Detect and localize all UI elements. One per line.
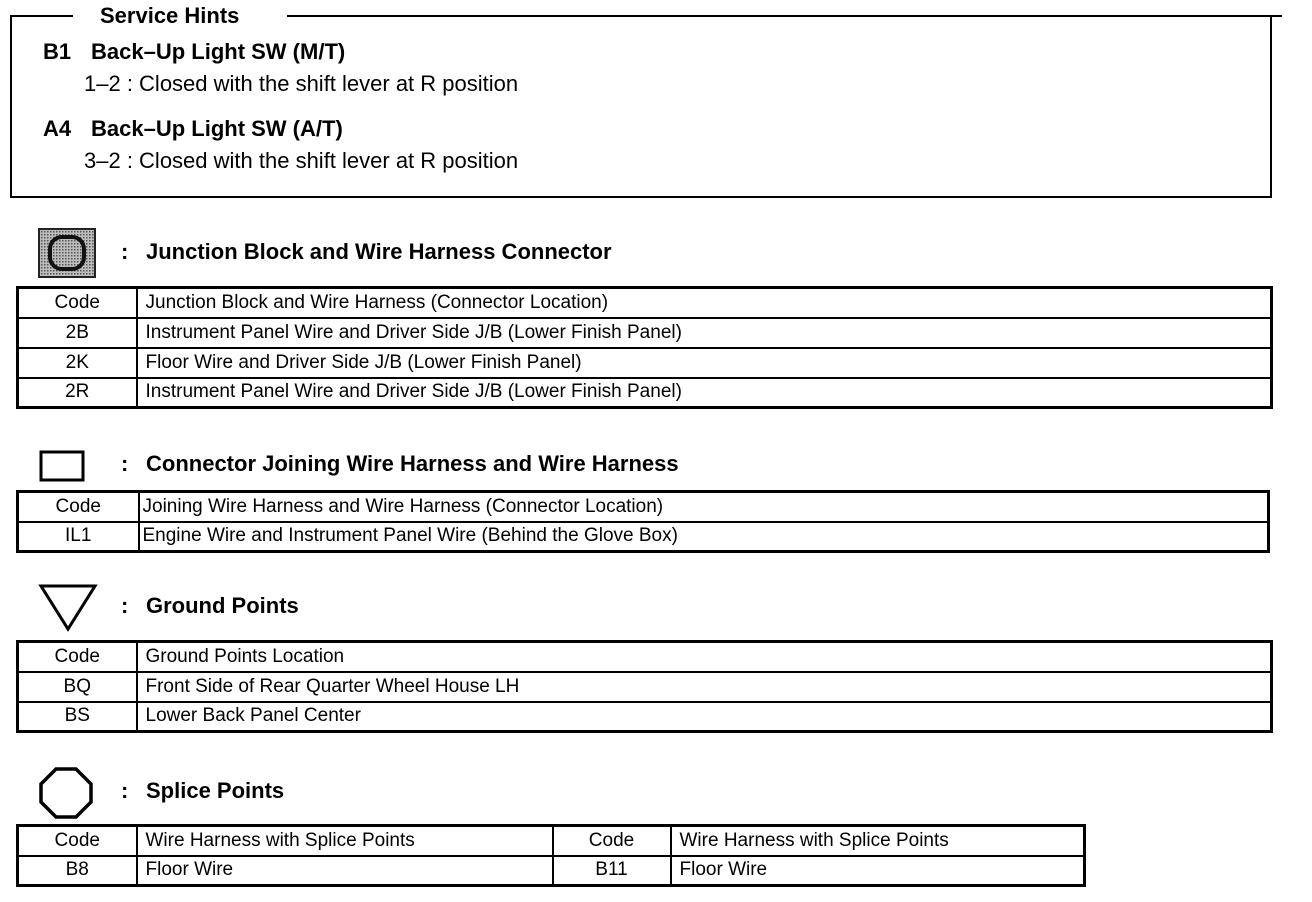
cell-desc: Floor Wire — [671, 856, 1085, 886]
table-row — [18, 672, 1272, 702]
hint-heading-a4 — [43, 116, 343, 142]
splice-table — [16, 824, 1086, 887]
junction-section-title: Junction Block and Wire Harness Connector — [146, 239, 612, 264]
cell-desc: Engine Wire and Instrument Panel Wire (Behind the Glove Box) — [139, 522, 1269, 552]
cell-desc: Instrument Panel Wire and Driver Side J/B (Lower Finish Panel) — [137, 378, 1272, 408]
hint-name: Back–Up Light SW (M/T) — [91, 39, 346, 64]
table-header-row — [18, 492, 1269, 522]
table-header-row — [18, 288, 1272, 318]
junction-table — [16, 286, 1273, 409]
connector-rectangle-icon — [39, 450, 85, 482]
hint-name: Back–Up Light SW (A/T) — [91, 116, 343, 141]
table-row — [18, 856, 1085, 886]
cell-code: 2K — [18, 348, 137, 378]
cell-desc: Floor Wire — [137, 856, 553, 886]
header-code: Code — [18, 288, 137, 318]
section-colon: : — [121, 451, 129, 476]
cell-desc: Lower Back Panel Center — [137, 702, 1272, 732]
connector-table — [16, 490, 1270, 553]
hints-border-right-segment — [287, 15, 1282, 17]
service-hints-title: Service Hints — [100, 3, 240, 28]
cell-code: B11 — [553, 856, 671, 886]
ground-table — [16, 640, 1273, 733]
header-code: Code — [553, 826, 671, 856]
table-header-row — [18, 826, 1085, 856]
hints-border-left-segment — [10, 15, 73, 17]
section-colon: : — [121, 239, 129, 264]
table-row — [18, 318, 1272, 348]
cell-desc: Floor Wire and Driver Side J/B (Lower Finish Panel) — [137, 348, 1272, 378]
hint-detail-a4: 3–2 : Closed with the shift lever at R position — [84, 148, 519, 173]
cell-desc: Instrument Panel Wire and Driver Side J/B (Lower Finish Panel) — [137, 318, 1272, 348]
junction-block-icon — [38, 228, 96, 278]
table-row — [18, 378, 1272, 408]
splice-octagon-icon — [38, 766, 94, 820]
table-header-row — [18, 642, 1272, 672]
section-colon: : — [121, 778, 129, 803]
connector-section-title: Connector Joining Wire Harness and Wire Harness — [146, 451, 679, 476]
header-desc: Wire Harness with Splice Points — [671, 826, 1085, 856]
header-code: Code — [18, 492, 139, 522]
hint-detail-b1: 1–2 : Closed with the shift lever at R position — [84, 71, 519, 96]
ground-section-title: Ground Points — [146, 593, 299, 618]
header-code: Code — [18, 642, 137, 672]
cell-code: BQ — [18, 672, 137, 702]
ground-triangle-icon — [38, 583, 98, 633]
header-desc: Joining Wire Harness and Wire Harness (Connector Location) — [139, 492, 1269, 522]
header-code: Code — [18, 826, 137, 856]
cell-desc: Front Side of Rear Quarter Wheel House LH — [137, 672, 1272, 702]
cell-code: B8 — [18, 856, 137, 886]
cell-code: IL1 — [18, 522, 139, 552]
cell-code: BS — [18, 702, 137, 732]
table-row — [18, 348, 1272, 378]
hint-code: A4 — [43, 116, 72, 141]
header-desc: Ground Points Location — [137, 642, 1272, 672]
splice-section-title: Splice Points — [146, 778, 285, 803]
hint-heading-b1 — [43, 39, 345, 65]
cell-code: 2R — [18, 378, 137, 408]
cell-code: 2B — [18, 318, 137, 348]
header-desc: Junction Block and Wire Harness (Connector Location) — [137, 288, 1272, 318]
table-row — [18, 702, 1272, 732]
header-desc: Wire Harness with Splice Points — [137, 826, 553, 856]
hint-code: B1 — [43, 39, 72, 64]
section-colon: : — [121, 593, 129, 618]
table-row — [18, 522, 1269, 552]
